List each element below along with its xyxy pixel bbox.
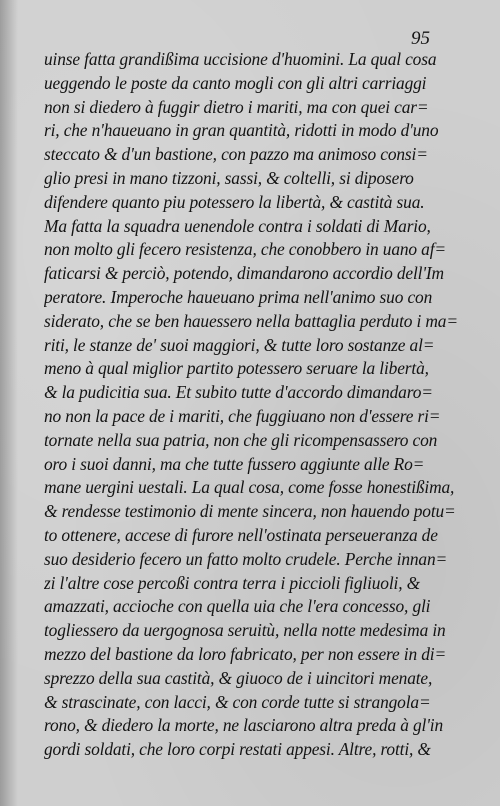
text-line: to ottenere, accese di furore nell'ostinata perseueranza de bbox=[44, 524, 438, 545]
text-line: ri, che n'haueuano in gran quantità, ridotti in modo d'uno bbox=[44, 120, 439, 141]
text-line: rono, & diedero la morte, ne lasciarono altra preda à gl'in bbox=[44, 715, 444, 736]
page-gutter-shadow bbox=[0, 0, 18, 806]
text-line: & la pudicitia sua. Et subito tutte d'accordo dimandaro= bbox=[44, 382, 433, 403]
text-line: difendere quanto piu potessero la libertà, & castità sua. bbox=[44, 191, 425, 212]
text-line: mane uergini uestali. La qual cosa, come fosse honestißima, bbox=[44, 477, 455, 498]
text-line: oro i suoi danni, ma che tutte fussero aggiunte alle Ro= bbox=[44, 453, 425, 474]
text-line: sprezzo della sua castità, & giuoco de i uincitori menate, bbox=[44, 667, 433, 688]
text-line: gordi soldati, che loro corpi restati appesi. Altre, rotti, & bbox=[44, 739, 431, 760]
text-line: togliessero da uergognosa seruitù, nella notte medesima in bbox=[44, 620, 446, 641]
text-line: siderato, che se ben hauessero nella battaglia perduto i ma= bbox=[44, 310, 458, 331]
text-line: zi l'altre cose percoßi contra terra i piccioli figliuoli, & bbox=[44, 572, 420, 593]
text-line: glio presi in mano tizzoni, sassi, & coltelli, si diposero bbox=[44, 167, 414, 188]
text-line: & rendesse testimonio di mente sincera, non hauendo potu= bbox=[44, 501, 456, 522]
page-number: 95 bbox=[411, 28, 430, 49]
text-line: ueggendo le poste da canto mogli con gli altri carriaggi bbox=[44, 72, 427, 93]
text-line: Ma fatta la squadra uenendole contra i soldati di Mario, bbox=[44, 215, 431, 236]
text-line: tornate nella sua patria, non che gli ricompensassero con bbox=[44, 429, 438, 450]
text-line: non si diedero à fuggir dietro i mariti, ma con quei car= bbox=[44, 96, 429, 117]
text-line: amazzati, accioche con quella uia che l'era concesso, gli bbox=[44, 596, 431, 617]
text-line: suo desiderio fecero un fatto molto crudele. Perche innan= bbox=[44, 548, 448, 569]
text-line: peratore. Imperoche haueuano prima nell'animo suo con bbox=[44, 286, 433, 307]
text-line: meno à qual miglior partito potessero seruare la libertà, bbox=[44, 358, 429, 379]
text-line: mezzo del bastione da loro fabricato, per non essere in di= bbox=[44, 643, 447, 664]
text-line: no non la pace de i mariti, che fuggiuano non d'essere ri= bbox=[44, 405, 441, 426]
body-text bbox=[44, 48, 468, 762]
text-line: uinse fatta grandißima uccisione d'huomini. La qual cosa bbox=[44, 49, 437, 69]
text-line: faticarsi & perciò, potendo, dimandarono accordio dell'Im bbox=[44, 263, 444, 284]
text-line: riti, le stanze de' suoi maggiori, & tutte loro sostanze al= bbox=[44, 334, 435, 355]
text-line: non molto gli fecero resistenza, che conobbero in uano af= bbox=[44, 239, 446, 260]
text-line: & strascinate, con lacci, & con corde tutte si strangola= bbox=[44, 691, 431, 712]
text-line: steccato & d'un bastione, con pazzo ma animoso consi= bbox=[44, 144, 428, 165]
